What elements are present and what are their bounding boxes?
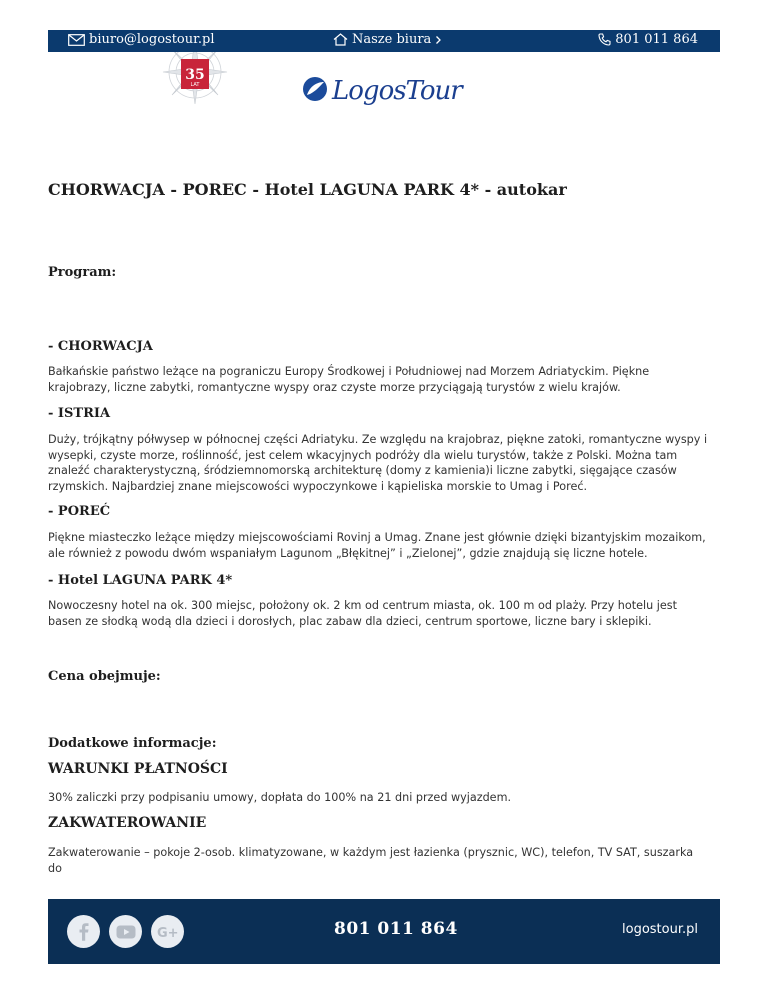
badge-sub: LAT — [190, 82, 200, 88]
accommodation-heading: ZAKWATEROWANIE — [48, 815, 207, 831]
section-heading-istria: - ISTRIA — [48, 406, 111, 421]
footer-phone[interactable]: 801 011 864 — [334, 919, 458, 939]
footer-bar — [48, 899, 720, 964]
section-text-hotel: Nowoczesny hotel na ok. 300 miejsc, położony ok. 2 km od centrum miasta, ok. 100 m od plaży. Przy hotelu jest basen ze słodką wodą dla dzieci i dorosłych, plac zabaw dla dzieci, centrum sportowe, liczne bary i sklepiki. — [48, 599, 677, 628]
envelope-icon — [68, 34, 85, 46]
extra-info-heading: Dodatkowe informacje: — [48, 736, 217, 751]
email-text: biuro@logostour.pl — [89, 32, 215, 47]
footer-website-link[interactable]: logostour.pl — [622, 922, 698, 937]
section-text-croatia: Bałkańskie państwo leżące na pograniczu Europy Środkowej i Południowej nad Morzem Adriatyckim. Piękne krajobrazy, liczne zabytki, romantyczne wyspy oraz czyste morze przyciągają turystów z wielu krajów. — [48, 365, 650, 394]
phone-icon — [598, 33, 611, 46]
price-heading: Cena obejmuje: — [48, 669, 161, 684]
badge-number: 35 — [185, 67, 205, 83]
chevron-right-icon — [435, 35, 442, 45]
facebook-icon[interactable] — [67, 915, 100, 948]
contact-bar — [48, 30, 720, 52]
section-heading-hotel: - Hotel LAGUNA PARK 4* — [48, 573, 233, 588]
section-text-porec: Piękne miasteczko leżące między miejscowościami Rovinj a Umag. Znane jest głównie dzięki bizantyjskim mozaikom, ale również z powodu dwóm wspaniałym Lagunom „Błękitnej” i „Zielonej”, gdzie znajdują się liczne hotele. — [48, 531, 706, 560]
brand-wordmark: LogosTour — [332, 76, 462, 106]
accommodation-text: Zakwaterowanie – pokoje 2-osob. klimatyzowane, w każdym jest łazienka (prysznic, WC), telefon, TV SAT, suszarka do — [48, 846, 694, 875]
phone-text: 801 011 864 — [615, 32, 698, 47]
section-heading-croatia: - CHORWACJA — [48, 339, 153, 354]
youtube-icon[interactable] — [109, 915, 142, 948]
offices-link[interactable] — [333, 32, 442, 47]
phone-link[interactable] — [598, 32, 698, 47]
svg-text:G+: G+ — [156, 925, 179, 939]
email-link[interactable] — [68, 32, 215, 47]
brand-logo[interactable] — [302, 76, 462, 106]
offices-text: Nasze biura — [352, 32, 432, 47]
anniversary-badge — [150, 52, 240, 118]
leaf-globe-icon — [302, 76, 328, 106]
google-plus-icon[interactable] — [151, 915, 184, 948]
home-icon — [333, 33, 348, 46]
section-text-istria: Duży, trójkątny półwysep w północnej części Adriatyku. Ze względu na krajobraz, piękne zatoki, romantyczne wyspy i wysepki, czyste morze, roślinność, jest celem wkacyjnych podróży dla wielu turystów, także z Polski. Można tam znaleźć charakterystyczną, śródziemnomorską architekturę (domy z kamienia)i liczne zabytki, sięgające czasów rzymskich. Najbardziej znane miejscowości wypoczynkowe i kąpieliska morskie to Umag i Poreć. — [48, 433, 708, 493]
program-heading: Program: — [48, 265, 117, 280]
payment-heading: WARUNKI PŁATNOŚCI — [48, 761, 228, 777]
section-heading-porec: - POREĆ — [48, 504, 111, 519]
payment-text: 30% zaliczki przy podpisaniu umowy, dopłata do 100% na 21 dni przed wyjazdem. — [48, 791, 512, 804]
page-title: CHORWACJA - POREC - Hotel LAGUNA PARK 4* - autokar — [48, 180, 567, 199]
